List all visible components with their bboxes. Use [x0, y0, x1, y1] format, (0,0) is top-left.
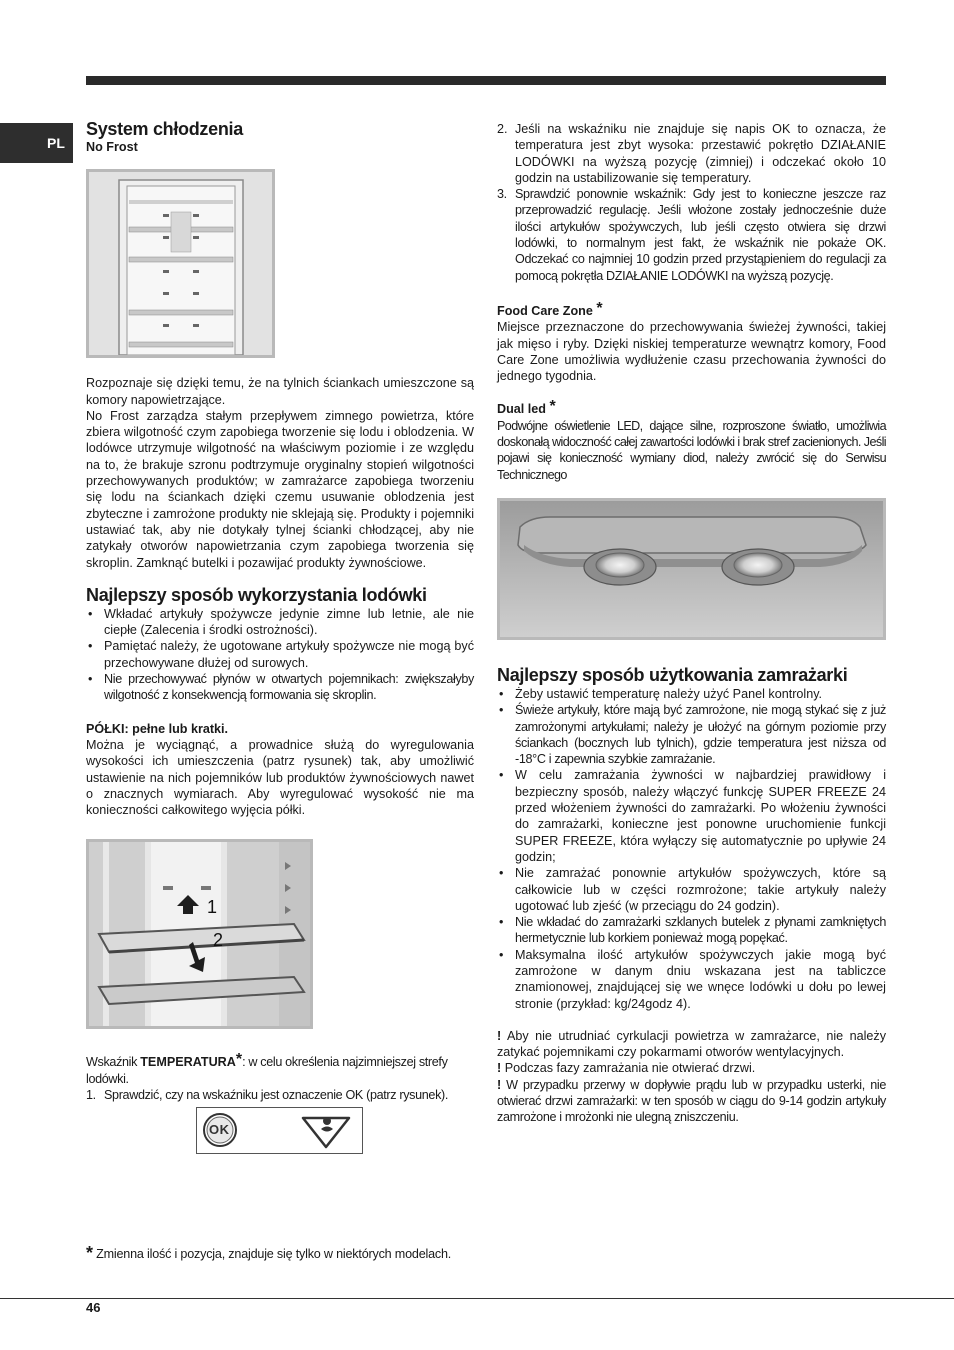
warning-text: W przypadku przerwy w dopływie prądu lub w przypadku usterki, nie otwierać drzwi zamrażarki: w ten sposób w ciągu do 9-14 godzin artykuły zamrożone i mrożonki nie ulegną zniszczeniu.: [497, 1077, 886, 1125]
warning-item: [497, 1028, 886, 1061]
cooling-system-title: System chłodzenia: [86, 119, 243, 139]
language-tab: PL: [0, 123, 73, 163]
temperature-indicator-figure: [196, 1107, 363, 1154]
temp-prefix: Wskaźnik: [86, 1055, 141, 1070]
shelf-adjust-figure: [86, 839, 313, 1029]
shelf-adjust-illustration: [89, 842, 310, 1026]
list-item: • Maksymalna ilość artykułów spożywczych jakie mogą być zamrożone w danym dniu wskazana jest na tabliczce znamionowej, znajdującej się we wnęce lodówki u dołu po lewej stronie (przykład: kg/24godz 4).: [497, 947, 886, 1012]
step-number: 2.: [497, 122, 508, 136]
shelf-step-label-2: 2: [213, 930, 224, 951]
list-item: [86, 1087, 474, 1103]
food-care-title: Food Care Zone: [497, 303, 593, 318]
bottom-rule: [0, 1298, 954, 1299]
list-item: • Wkładać artykuły spożywcze jedynie zimne lub letnie, ale nie ciepłe (Zalecenia i środki ostrożności).: [86, 606, 474, 639]
freezer-warnings: [497, 1028, 886, 1126]
dual-led-illustration: [500, 501, 883, 637]
footnote: [86, 1243, 451, 1264]
warning-item: [497, 1077, 886, 1126]
footnote-asterisk: *: [86, 1243, 93, 1263]
dual-led-title: Dual led: [497, 402, 546, 417]
footnote-text: Zmienna ilość i pozycja, znajduje się tylko w niektórych modelach.: [92, 1247, 452, 1261]
freezer-usage-heading: Najlepszy sposób użytkowania zamrażarki: [497, 664, 848, 685]
shelf-step-label-1: 1: [207, 897, 218, 918]
temp-bold-label: TEMPERATURA: [140, 1055, 236, 1070]
temperature-indicator-intro: [86, 1052, 474, 1087]
step-number: 1.: [86, 1088, 96, 1103]
dual-led-heading: [497, 399, 886, 417]
fridge-tips-list: [86, 606, 474, 704]
dual-led-figure: [497, 498, 886, 640]
list-item: • Nie zamrażać ponownie artykułów spożywczych, które są całkowicie lub w części rozmrożone; takie artykuły należy ugotować lub zjeść (w przeciągu do 24 godzin).: [497, 865, 886, 914]
temp-suffix: : w celu określenia najzimniejszej strefy lodówki.: [86, 1055, 448, 1086]
shelves-description: Można je wyciągnąć, a prowadnice służą do wyregulowania wysokości ich umieszczenia (patrz rysunek) tak, aby umożliwić ustawienie na nich pojemników lub produktów żywnościowych nawet o znacznych wymiarach. Aby wyregulować wysokość nie ma konieczności całkowitego wyjęcia półki.: [86, 737, 474, 818]
temp-steps-continued: [497, 121, 886, 284]
ok-label: OK: [209, 1122, 230, 1138]
top-rule: [86, 76, 886, 85]
step-number: 3.: [497, 187, 507, 202]
temp-asterisk: *: [235, 1051, 243, 1069]
step-text: Sprawdzić ponownie wskaźnik: Gdy jest to konieczne jeszcze raz przeprowadzić regulację. Jeśli włożone zostały jednocześnie duże ilości artykułów spożywczych, lub jeśli często otwiera się drzwi lodówki, to normalnym jest fakt, że wskaźnik nie pokaże OK. Odczekać co najmniej 10 godzin przed przystąpieniem do regulacji za pomocą pokrętła DZIAŁANIE LODÓWKI na wyższą pozycję.: [515, 187, 886, 283]
fridge-interior-illustration: [89, 172, 272, 355]
warning-text: Podczas fazy zamrażania nie otwierać drzwi.: [501, 1061, 756, 1076]
right-column: [497, 121, 886, 1126]
warning-mark: !: [497, 1077, 501, 1092]
shelves-heading: PÓŁKI: pełne lub kratki.: [86, 721, 229, 736]
warning-mark: !: [497, 1061, 502, 1076]
list-item: • Nie wkładać do zamrażarki szklanych butelek z płynami zamkniętych hermetycznie lub korkiem ponieważ mogą popękać.: [497, 914, 886, 947]
page-number: 46: [86, 1300, 101, 1315]
food-care-asterisk: *: [596, 299, 603, 317]
list-item: • Nie przechowywać płynów w otwartych pojemnikach: zwiększałyby wilgotność z konsekwencją formowania się skroplin.: [86, 671, 474, 704]
temp-steps-list: [86, 1087, 474, 1103]
food-care-zone-text: Miejsce przeznaczone do przechowywania świeżej żywności, takiej jak mięso i ryby. Dzięki niskiej temperaturze wewnątrz komory, Food Care Zone umożliwia wydłużenie czasu przechowania żywności do jednego tygodnia.: [497, 320, 886, 384]
dual-led-asterisk: *: [549, 398, 556, 416]
list-item: • Świeże artykuły, które mają być zamrożone, nie mogą stykać się z już zamrożonymi artykułami; należy je ułożyć na górnym poziomie przy ściankach (bocznych lub tylnich), gdzie temperatura jest niższa od -18°C i zapewnia szybkie zamrażanie.: [497, 702, 886, 767]
freezer-tips-list: [497, 686, 886, 1012]
warning-item: [497, 1060, 886, 1076]
left-column: [86, 118, 474, 1154]
no-frost-description: No Frost zarządza stałym przepływem zimnego powietrza, które zbiera wilgotność czym zapobiega tworzenie się lodu i oblodzenia. W lodówce utrzymuje wilgotność na właściwym poziomie i ze względu na to, że brakuje szronu podtrzymuje oryginalny stopień wilgotności przechowywanych produktów; w zamrażarce zapobiega tworzeniu się lodu na ściankach dzięki czemu usuwanie oblodzenia jest zbyteczne i zamrożone produkty nie sklejają się. Produkty i pojemniki ustawiać tak, aby nie dotykały tylnej ścianki chłodzącej, aby nie zatykały otworów napowietrzania czym zapobiega tworzenia się skroplin. Zamknąć butelki i pozawijać produkty żywnościowe.: [86, 408, 474, 570]
warning-mark: !: [497, 1028, 502, 1043]
list-item: [497, 186, 886, 284]
fridge-usage-heading: Najlepszy sposób wykorzystania lodówki: [86, 584, 427, 605]
list-item: • Żeby ustawić temperaturę należy użyć Panel kontrolny.: [497, 686, 886, 702]
food-care-zone-heading: [497, 301, 886, 319]
dual-led-text: Podwójne oświetlenie LED, dające silne, rozproszone światło, umożliwia doskonałą widoczność całej zawartości lodówki i brak stref zacienionych. Jeśli pojawi się konieczność wymiany diod, należy zwrócić się do Serwisu Technicznego: [497, 418, 886, 482]
list-item: • Pamiętać należy, że ugotowane artykuły spożywcze nie mogą być przechowywane dłużej od surowych.: [86, 638, 474, 671]
no-frost-figure: [86, 169, 275, 358]
no-frost-subtitle: No Frost: [86, 140, 138, 154]
list-item: [497, 121, 886, 186]
warning-text: Aby nie utrudniać cyrkulacji powietrza w zamrażarce, nie należy zatykać pojemnikami czy pokarmami otworów wentylacyjnych.: [497, 1028, 886, 1060]
step-text: Sprawdzić, czy na wskaźniku jest oznaczenie OK (patrz rysunek).: [104, 1088, 449, 1103]
step-text: Jeśli na wskaźniku nie znajduje się napis OK to oznacza, że temperatura jest zbyt wysoka: przestawić pokrętło DZIAŁANIE LODÓWKI na wyższą pozycję (zimniej) i odczekać około 10 godzin na ustabilizowanie się temperatury.: [515, 122, 886, 185]
list-item: • W celu zamrażania żywności w najbardziej prawidłowy i bezpieczny sposób, należy włączyć funkcję SUPER FREEZE 24 przed włożeniem żywności do zamrażarki. Po włożeniu żywności do zamrażarki, konieczne jest ponowne uruchomienie funkcji SUPER FREEZE, która wyłączy się automatycznie po upływie 24 godzin;: [497, 767, 886, 865]
no-frost-intro: Rozpoznaje się dzięki temu, że na tylnich ściankach umieszczone są komory napowietrzające.: [86, 376, 474, 407]
